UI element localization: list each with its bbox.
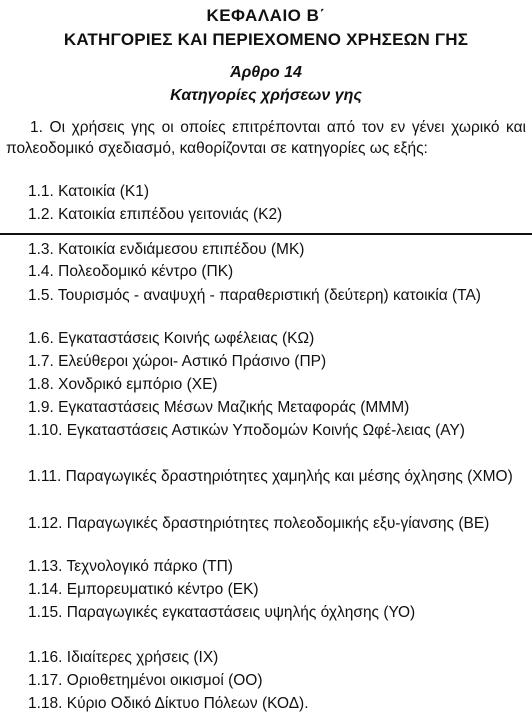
list-item-text: 1.10. Εγκαταστάσεις Αστικών Υποδομών Κοινής Ωφέ-λειας (ΑΥ): [28, 422, 465, 439]
list-item-text: 1.15. Παραγωγικές εγκαταστάσεις υψηλής όχλησης (ΥΟ): [28, 604, 416, 621]
section-divider: [0, 233, 532, 235]
intro-text: 1. Οι χρήσεις γης οι οποίες επιτρέπονται από τον εν γένει χωρικό και πολεοδομικό σχεδιασμό, καθορίζονται σε κατηγορίες ως εξής:: [6, 119, 526, 157]
list-item: 1.13. Τεχνολογικό πάρκο (ΤΠ): [28, 558, 233, 575]
list-item: [6, 602, 526, 623]
list-item: [6, 466, 526, 487]
chapter-subtitle: ΚΑΤΗΓΟΡΙΕΣ ΚΑΙ ΠΕΡΙΕΧΟΜΕΝΟ ΧΡΗΣΕΩΝ ΓΗΣ: [63, 30, 469, 49]
article-number: Άρθρο 14: [230, 64, 302, 81]
list-item: [6, 420, 526, 441]
list-item: [6, 285, 526, 306]
intro-paragraph: [6, 118, 526, 159]
list-item: 1.1. Κατοικία (Κ1): [28, 183, 149, 200]
list-item: 1.4. Πολεοδομικό κέντρο (ΠΚ): [28, 263, 234, 280]
list-item: 1.2. Κατοικία επιπέδου γειτονιάς (Κ2): [28, 206, 283, 223]
list-item-text: 1.11. Παραγωγικές δραστηριότητες χαμηλής και μέσης όχλησης (ΧΜΟ): [28, 468, 513, 485]
list-item: 1.7. Ελεύθεροι χώροι- Αστικό Πράσινο (ΠΡ): [28, 353, 327, 370]
list-item-text: 1.5. Τουρισμός - αναψυχή - παραθεριστική (δεύτερη) κατοικία (ΤΑ): [28, 287, 481, 304]
list-item: 1.8. Χονδρικό εμπόριο (ΧΕ): [28, 376, 218, 393]
list-item: 1.17. Οριοθετημένοι οικισμοί (ΟΟ): [28, 672, 263, 689]
list-item: 1.18. Κύριο Οδικό Δίκτυο Πόλεων (ΚΟΔ).: [28, 695, 309, 712]
chapter-title: ΚΕΦΑΛΑΙΟ Β΄: [206, 6, 326, 25]
list-item: 1.9. Εγκαταστάσεις Μέσων Μαζικής Μεταφοράς (ΜΜΜ): [28, 399, 410, 416]
list-item: 1.3. Κατοικία ενδιάμεσου επιπέδου (ΜΚ): [28, 241, 305, 258]
list-item: 1.14. Εμπορευματικό κέντρο (ΕΚ): [28, 581, 259, 598]
article-title: Κατηγορίες χρήσεων γης: [170, 87, 362, 104]
list-item-text: 1.12. Παραγωγικές δραστηριότητες πολεοδομικής εξυ-γίανσης (ΒΕ): [28, 515, 490, 532]
list-item: 1.6. Εγκαταστάσεις Κοινής ωφέλειας (ΚΩ): [28, 330, 315, 347]
list-item: [6, 513, 526, 534]
list-item: 1.16. Ιδιαίτερες χρήσεις (ΙΧ): [28, 649, 219, 666]
